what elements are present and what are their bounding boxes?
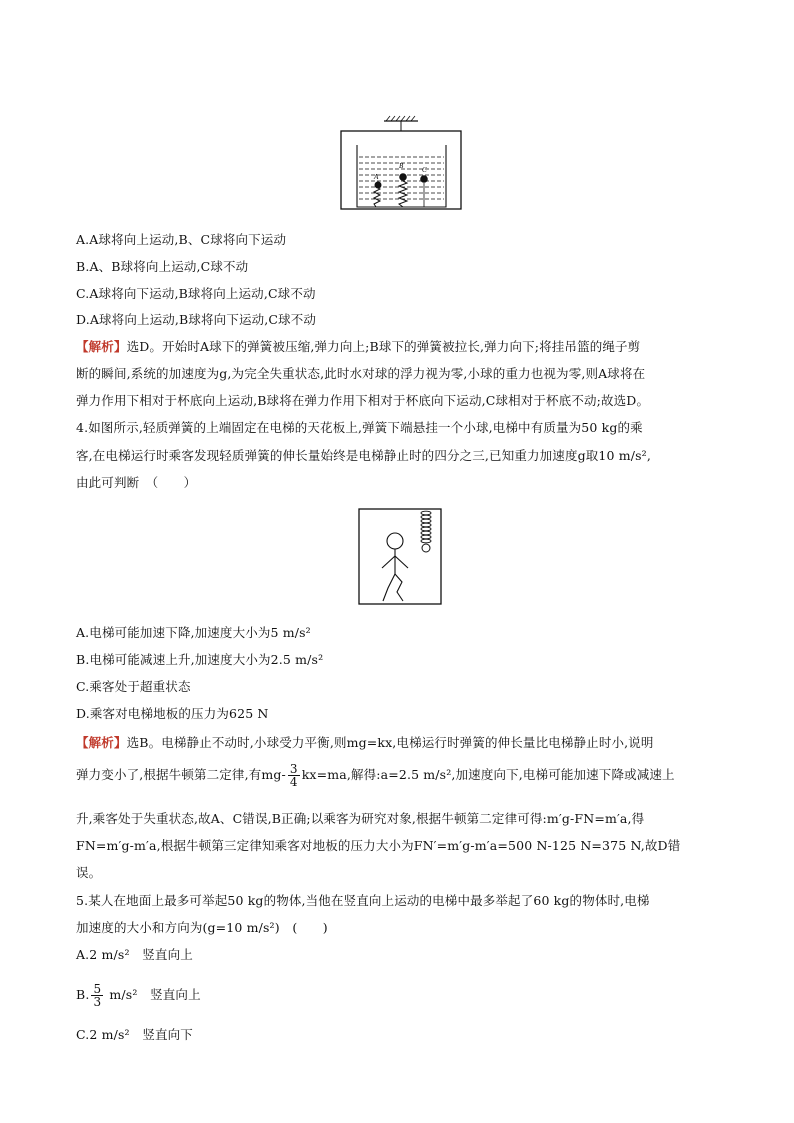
q4-analysis-line-5: 误。	[76, 865, 102, 880]
q4-analysis-line-2	[76, 760, 726, 790]
q4-analysis-text-2-post: kx=ma,解得:a=2.5 m/s²,加速度向下,电梯可能加速下降或减速上	[301, 767, 675, 782]
q4-option-b: B.电梯可能减速上升,加速度大小为2.5 m/s²	[76, 652, 324, 667]
fraction-five-thirds	[91, 983, 103, 1008]
q3-analysis-text-1: 选D。开始时A球下的弹簧被压缩,弹力向上;B球下的弹簧被拉长,弹力向下;将挂吊篮的绳子剪	[126, 339, 641, 354]
q4-stem-line-2: 客,在电梯运行时乘客发现轻质弹簧的伸长量始终是电梯静止时的四分之三,已知重力加速度g取10 m/s²,	[76, 448, 651, 463]
q3-analysis-line-3: 弹力作用下相对于杯底向上运动,B球将在弹力作用下相对于杯底向下运动,C球相对于杯底不动;故选D。	[76, 393, 650, 408]
q5-option-b	[76, 980, 726, 1010]
q3-option-a: A.A球将向上运动,B、C球将向下运动	[76, 232, 287, 247]
analysis-tag: 【解析】	[76, 735, 127, 750]
fraction-numerator: 5	[93, 982, 102, 996]
label-a: A	[374, 173, 379, 181]
q5-stem-line-1: 5.某人在地面上最多可举起50 kg的物体,当他在竖直向上运动的电梯中最多举起了60 kg的物体时,电梯	[76, 893, 650, 908]
q3-option-b: B.A、B球将向上运动,C球不动	[76, 259, 249, 274]
q4-analysis-line-4: FN=m′g-m′a,根据牛顿第三定律知乘客对地板的压力大小为FN′=m′g-m′a=500 N-125 N=375 N,故D错	[76, 838, 681, 853]
q3-analysis-line-1	[76, 338, 726, 356]
fraction-three-quarters	[288, 763, 300, 788]
figure-elevator-spring	[358, 508, 442, 606]
q4-stem-line-3: 由此可判断 （ ）	[76, 475, 197, 490]
q4-analysis-line-3: 升,乘客处于失重状态,故A、C错误,B正确;以乘客为研究对象,根据牛顿第二定律可得:m′g-FN=m′a,得	[76, 811, 645, 826]
q4-analysis-text-1: 选B。电梯静止不动时,小球受力平衡,则mg=kx,电梯运行时弹簧的伸长量比电梯静止时小,说明	[126, 735, 654, 750]
q4-analysis-text-2-pre: 弹力变小了,根据牛顿第二定律,有mg-	[76, 767, 286, 782]
label-b: B	[399, 162, 404, 170]
q4-stem-line-1: 4.如图所示,轻质弹簧的上端固定在电梯的天花板上,弹簧下端悬挂一个小球,电梯中有质量为50 kg的乘	[76, 420, 643, 435]
fraction-denominator: 4	[289, 775, 298, 789]
q5-stem-line-2: 加速度的大小和方向为(g=10 m/s²) ( )	[76, 920, 328, 935]
q5-option-c: C.2 m/s² 竖直向下	[76, 1027, 193, 1042]
q4-option-a: A.电梯可能加速下降,加速度大小为5 m/s²	[76, 625, 311, 640]
q4-analysis-line-1	[76, 734, 726, 752]
q4-option-c: C.乘客处于超重状态	[76, 679, 191, 694]
q5-option-a: A.2 m/s² 竖直向上	[76, 947, 193, 962]
fraction-numerator: 3	[289, 762, 298, 776]
q3-analysis-line-2: 断的瞬间,系统的加速度为g,为完全失重状态,此时水对球的浮力视为零,小球的重力也视为零,则A球将在	[76, 366, 646, 381]
fraction-denominator: 3	[93, 995, 102, 1009]
analysis-tag: 【解析】	[76, 339, 127, 354]
q3-option-d: D.A球将向上运动,B球将向下运动,C球不动	[76, 312, 317, 327]
q5-option-b-suffix: m/s² 竖直向上	[105, 987, 201, 1002]
label-c: C	[422, 166, 427, 174]
figure-basket-springs	[340, 115, 462, 211]
q4-option-d: D.乘客对电梯地板的压力为625 N	[76, 706, 269, 721]
q3-option-c: C.A球将向下运动,B球将向上运动,C球不动	[76, 286, 316, 301]
q5-option-b-prefix: B.	[76, 987, 90, 1002]
